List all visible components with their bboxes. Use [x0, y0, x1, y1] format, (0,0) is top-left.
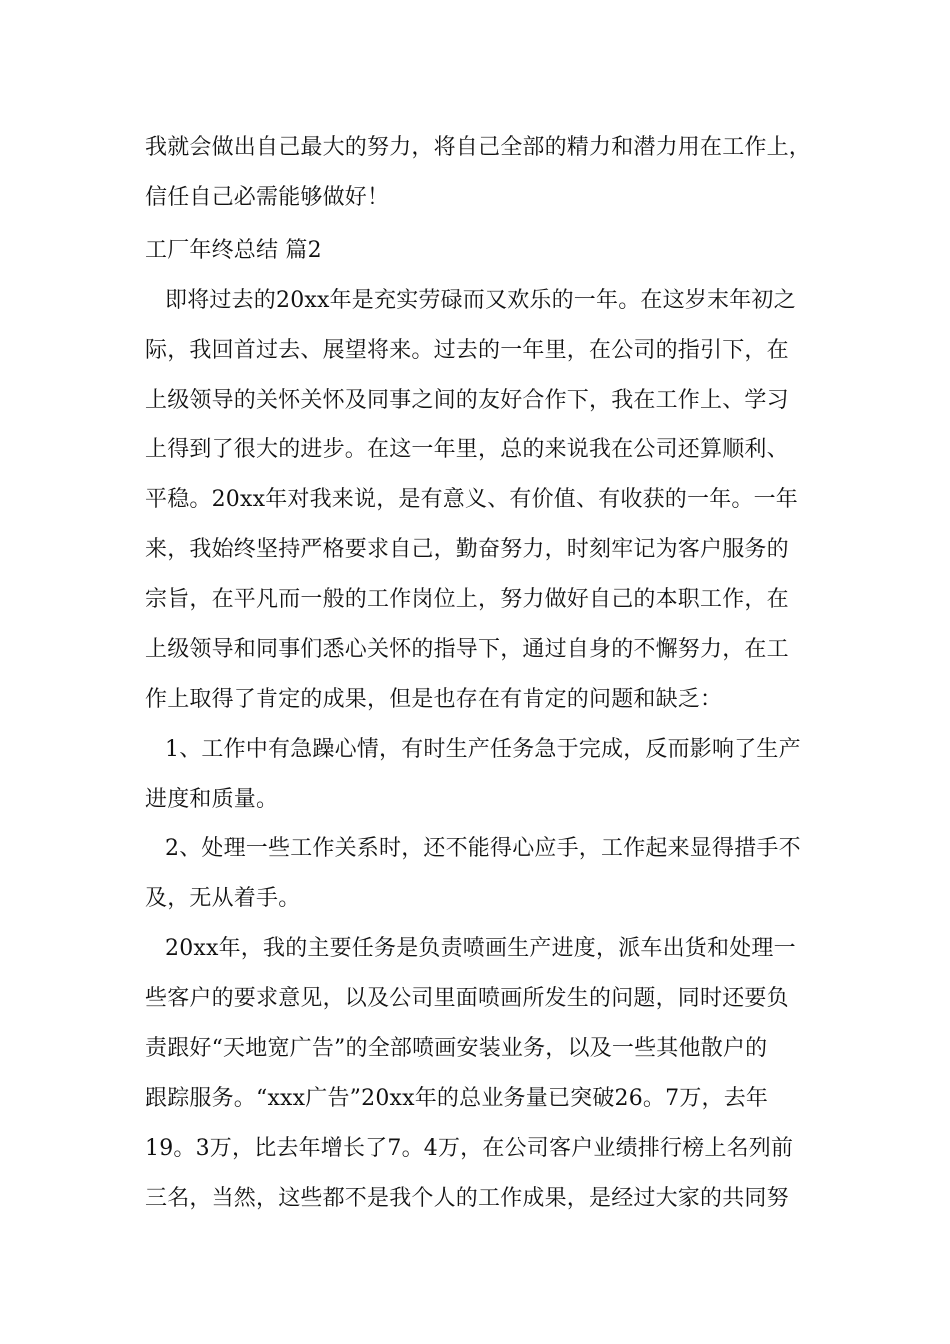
list-item-line: 2、处理一些工作关系时，还不能得心应手，工作起来显得措手不 — [165, 836, 801, 861]
paragraph-line: 些客户的要求意见，以及公司里面喷画所发生的问题，同时还要负 — [145, 986, 789, 1011]
paragraph-line: 上级领导的关怀关怀及同事之间的友好合作下，我在工作上、学习 — [145, 388, 789, 413]
paragraph-line: 来，我始终坚持严格要求自己，勤奋努力，时刻牢记为客户服务的 — [145, 537, 789, 562]
paragraph-line: 宗旨，在平凡而一般的工作岗位上，努力做好自己的本职工作，在 — [145, 587, 789, 612]
paragraph-line: 作上取得了肯定的成果，但是也存在有肯定的问题和缺乏： — [145, 687, 723, 712]
paragraph-line: 跟踪服务。“xxx广告”20xx年的总业务量已突破26。7万，去年 — [145, 1086, 769, 1111]
paragraph-line: 20xx年，我的主要任务是负责喷画生产进度，派车出货和处理一 — [165, 936, 796, 961]
paragraph-line: 即将过去的20xx年是充实劳碌而又欢乐的一年。在这岁末年初之 — [165, 288, 796, 313]
paragraph-line: 上级领导和同事们悉心关怀的指导下，通过自身的不懈努力，在工 — [145, 637, 789, 662]
paragraph-line: 平稳。20xx年对我来说，是有意义、有价值、有收获的一年。一年 — [145, 487, 799, 512]
paragraph-line: 上得到了很大的进步。在这一年里，总的来说我在公司还算顺利、 — [145, 437, 789, 462]
paragraph-line: 信任自己必需能够做好！ — [145, 185, 390, 210]
paragraph-line: 际，我回首过去、展望将来。过去的一年里，在公司的指引下，在 — [145, 338, 789, 363]
paragraph-line: 责跟好“天地宽广告”的全部喷画安装业务，以及一些其他散户的 — [145, 1036, 768, 1061]
list-item-line: 进度和质量。 — [145, 787, 279, 812]
paragraph-line: 三名，当然，这些都不是我个人的工作成果，是经过大家的共同努 — [145, 1186, 789, 1211]
section-heading: 工厂年终总结 篇2 — [145, 238, 322, 263]
paragraph-line: 我就会做出自己最大的努力，将自己全部的精力和潜力用在工作上， — [145, 135, 812, 160]
list-item-line: 及，无从着手。 — [145, 886, 301, 911]
paragraph-line: 19。3万，比去年增长了7。4万，在公司客户业绩排行榜上名列前 — [145, 1136, 794, 1161]
list-item-line: 1、工作中有急躁心情，有时生产任务急于完成，反而影响了生产 — [165, 737, 801, 762]
